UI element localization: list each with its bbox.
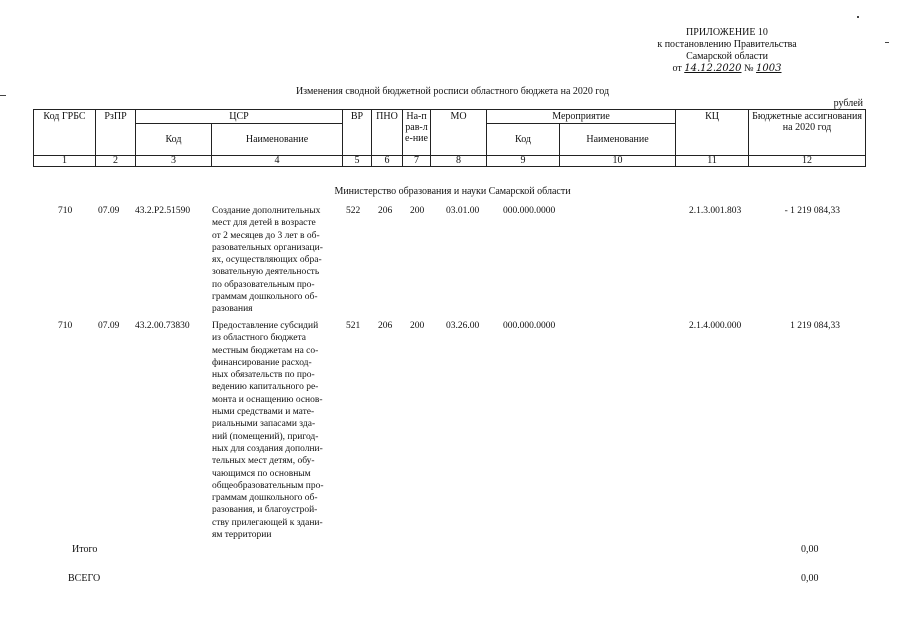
row-grbs: 710	[58, 321, 73, 331]
decree-line: к постановлению Правительства	[657, 39, 797, 50]
name-line: разовательных организаци-	[212, 242, 323, 253]
name-line: тельных мест детям, обу-	[212, 456, 315, 467]
row-pno: 206	[378, 206, 393, 216]
col-kc: КЦ	[676, 110, 749, 156]
column-numbers-row	[34, 156, 866, 167]
row-vr: 522	[346, 206, 361, 216]
name-line: из областного бюджета	[212, 333, 306, 344]
approval-header	[627, 27, 827, 75]
colnum: 1	[34, 156, 96, 167]
appendix-title: ПРИЛОЖЕНИЕ 10	[686, 27, 768, 38]
name-line: мест для детей в возрасте	[212, 218, 316, 229]
vsego-label: ВСЕГО	[68, 573, 101, 584]
colnum: 6	[372, 156, 403, 167]
colnum: 7	[403, 156, 431, 167]
col-merop-kod: Код	[487, 124, 560, 156]
col-csr-kod: Код	[136, 124, 212, 156]
name-line: финансирование расход-	[212, 357, 312, 368]
name-line: ных для создания дополни-	[212, 443, 323, 454]
name-line: ях, осуществляющих обра-	[212, 255, 322, 266]
colnum: 12	[749, 156, 866, 167]
units-label: рублей	[833, 98, 863, 109]
col-rzpr: РзПР	[96, 110, 136, 156]
itogo-value: 0,00	[801, 544, 819, 555]
col-budget: Бюджетные ассигнования на 2020 год	[749, 110, 866, 156]
name-line: ведению капитального ре-	[212, 382, 319, 393]
name-line: ству прилегающей к здани-	[212, 517, 323, 528]
name-line: общеобразовательным про-	[212, 480, 324, 491]
row-mo: 03.26.00	[446, 321, 480, 331]
scan-speck	[885, 42, 889, 43]
name-line: зовательную деятельность	[212, 267, 320, 278]
colnum: 2	[96, 156, 136, 167]
row-grbs: 710	[58, 206, 73, 216]
name-line: граммам дошкольного об-	[212, 493, 318, 504]
col-csr: ЦСР	[136, 110, 343, 124]
handwritten-date: 14.12.2020	[684, 63, 742, 74]
col-csr-name: Наименование	[212, 124, 343, 156]
name-line: Создание дополнительных	[212, 206, 321, 216]
vsego-value: 0,00	[801, 573, 819, 584]
row-mo: 03.01.00	[446, 206, 480, 216]
row-rzpr: 07.09	[98, 206, 120, 216]
row-napr: 200	[410, 206, 425, 216]
row-napr: 200	[410, 321, 425, 331]
number-prefix: №	[744, 63, 754, 74]
handwritten-number: 1003	[756, 63, 782, 74]
name-line: по образовательным про-	[212, 279, 315, 290]
row-csr: 43.2.P2.51590	[135, 206, 191, 216]
row-amount: - 1 219 084,33	[784, 206, 840, 216]
name-line: ний (помещений), пригод-	[212, 431, 319, 442]
col-mo: МО	[431, 110, 487, 156]
col-merop-name: Наименование	[560, 124, 676, 156]
col-kod-grbs: Код ГРБС	[34, 110, 96, 156]
name-line: разования, и благоустрой-	[212, 505, 318, 516]
name-line: граммам дошкольного об-	[212, 292, 318, 303]
row-name	[212, 320, 340, 541]
date-number-line	[627, 63, 827, 75]
row-name	[212, 205, 340, 316]
row-kc: 2.1.3.001.803	[689, 206, 742, 216]
itogo-label: Итого	[72, 544, 98, 555]
colnum: 4	[212, 156, 343, 167]
scan-speck	[857, 16, 859, 18]
col-pno: ПНО	[372, 110, 403, 156]
colnum: 8	[431, 156, 487, 167]
row-merop-kod: 000.000.0000	[503, 206, 556, 216]
col-napr: На-прав-ле-ние	[403, 110, 431, 156]
col-merop: Мероприятие	[487, 110, 676, 124]
row-kc: 2.1.4.000.000	[689, 321, 742, 331]
colnum: 10	[560, 156, 676, 167]
name-line: Предоставление субсидий	[212, 321, 319, 331]
document-title: Изменения сводной бюджетной росписи областного бюджета на 2020 год	[295, 86, 610, 97]
region-line: Самарской области	[686, 51, 768, 62]
name-line: ям территории	[212, 530, 272, 541]
section-heading: Министерство образования и науки Самарской области	[334, 186, 571, 197]
colnum: 9	[487, 156, 560, 167]
row-vr: 521	[346, 321, 361, 331]
name-line: монта и оснащению основ-	[212, 394, 323, 405]
header-table	[33, 109, 866, 167]
row-merop-kod: 000.000.0000	[503, 321, 556, 331]
name-line: чающимся по основным	[212, 468, 311, 479]
colnum: 5	[343, 156, 372, 167]
row-pno: 206	[378, 321, 393, 331]
row-rzpr: 07.09	[98, 321, 120, 331]
name-line: ными средствами и мате-	[212, 407, 315, 418]
colnum: 3	[136, 156, 212, 167]
scan-speck	[0, 95, 6, 96]
row-amount: 1 219 084,33	[790, 321, 840, 331]
date-prefix: от	[672, 63, 682, 74]
name-line: местным бюджетам на со-	[212, 345, 319, 356]
row-csr: 43.2.00.73830	[135, 321, 190, 331]
col-vr: ВР	[343, 110, 372, 156]
name-line: разования	[212, 304, 253, 315]
name-line: ных обязательств по про-	[212, 370, 315, 381]
name-line: риальными запасами зда-	[212, 419, 316, 430]
name-line: от 2 месяцев до 3 лет в об-	[212, 230, 320, 241]
colnum: 11	[676, 156, 749, 167]
